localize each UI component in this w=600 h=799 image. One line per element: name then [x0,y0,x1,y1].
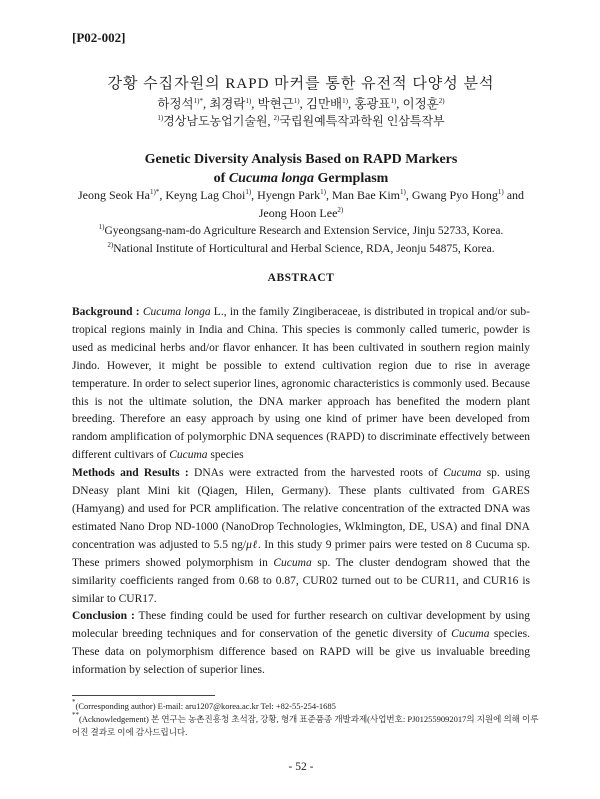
english-title [72,150,530,188]
author-name: Gwang Pyo Hong [411,188,498,202]
author-name: Jeong Hoon Lee [258,206,338,220]
affiliation-line: $^{1)}$Gyeongsang-nam-do Agriculture Research and Extension Service, Jinju 52733, Korea. [98,223,504,237]
author-name: Man Bae Kim [332,188,400,202]
author-affiliation-mark: 1) [390,97,397,105]
author-affiliation-mark: 1) [320,188,326,196]
author-affiliation-mark: 1)* [193,97,203,105]
affiliation-line: $^{2)}$National Institute of Horticultural and Herbal Science, RDA, Jeonju 54875, Korea. [107,241,495,255]
species-name: Cucuma longa [228,171,315,186]
conclusion-paragraph: Conclusion : These finding could be used for further research on cultivar development by using molecular breeding techniques and for conservation of the genetic diversity of Cucuma species. These data on polymorphism difference based on RAPD will be give us invaluable breeding information by selection of superior lines. [72,610,530,677]
affiliation-text: 경상남도농업기술원 [163,114,268,128]
author-name: 홍광표 [354,97,391,111]
english-title-line2: of Cucuma longa Germplasm [213,171,389,186]
korean-title: 강황 수집자원의 RAPD 마커를 통한 유전적 다양성 분석 [107,76,495,92]
author-name: Jeong Seok Ha [77,188,150,202]
footnotes [72,700,542,739]
author-name: 박현근 [257,97,294,111]
poster-code: [P02-002] [72,30,126,45]
korean-affiliations: $^{1)}$경상남도농업기술원, $^{2)}$국립원예특작과학원 인삼특작부 [157,114,445,128]
author-affiliation-mark: 1) [293,97,300,105]
english-title-line1: Genetic Diversity Analysis Based on RAPD Markers [144,152,458,167]
methods-label: Methods and Results : [72,467,189,480]
corresponding-footnote: *(Corresponding author) E-mail: aru1207@korea.ac.kr Tel: +82-55-254-1685 [72,698,336,711]
author-affiliation-mark: 1)* [149,188,160,196]
author-name: 하정석 [157,97,194,111]
author-affiliation-mark: 2) [438,97,445,105]
author-affiliation-mark: 1) [245,188,252,196]
abstract-heading: ABSTRACT [267,272,335,284]
author-name: Hyengn Park [257,188,321,202]
author-name: 최경락 [209,97,246,111]
author-name: Keyng Lag Choi [165,188,246,202]
author-affiliation-mark: 1) [245,97,252,105]
page-number: - 52 - [288,761,314,773]
conclusion-label: Conclusion : [72,610,135,623]
author-name: 김만배 [305,97,343,111]
author-affiliation-mark: 1) [400,188,406,196]
background-paragraph: Background : Cucuma longa L., in the family Zingiberaceae, is distributed in tropical and/or sub-tropical regions mainly in India and China. This species is commonly called tumeric, powder is used as medicinal herbs and/or flavor enhancer. It has been cultivated in southern region mainly Jindo. However, it might be possible to extend cultivation region due to rise in average temperature. In order to select superior lines, agronomic characteristics is commonly used. Because this is not the ultimate solution, the DNA marker approach has benefited the modern plant breeding. Therefore an easy approach by using one kind of primer have been developed from random amplification of polymorphic DNA sequences (RAPD) to discriminate effectively between different cultivars of Cucuma species [72,306,531,462]
affiliation-text: 국립원예특작과학원 인삼특작부 [279,114,445,128]
background-label: Background : [72,306,140,318]
author-name: 이정훈 [402,97,439,111]
abstract-body [72,304,530,680]
english-authors: Jeong Seok $Ha^{1)*}$, Keyng Lag Choi$^{1)}$, Hyengn Park$^{1)}$, Man Bae Kim$^{1)}$, Gwang Pyo Hong$^{1)}$ and Jeong Hoon Lee$^{2)}$ [77,188,525,220]
author-affiliation-mark: 2) [337,206,344,214]
author-affiliation-mark: 1) [342,97,348,105]
author-affiliation-mark: 1) [497,188,504,196]
korean-authors: 하정석$^{1)*}$, 최경락$^{1)}$, 박현근$^{1)}$, 김만배$^{1)}$, 홍광표$^{1)}$, 이정훈$^{2)}$ [157,97,445,111]
english-affiliations [72,222,530,258]
acknowledgement-footnote: **(Acknowledgement) 본 연구는 농촌진흥청 초석잠, 강황, 형개 표준품종 개발과제(사업번호: PJ012559092017의 지원에 의해 이루어진 결과로 이에 감사드립니다. [72,711,539,737]
methods-paragraph: Methods and Results : DNAs were extracted from the harvested roots of Cucuma sp. using DNeasy plant Mini kit (Qiagen, Hilen, Germany). These plants cultivated from GARES (Hamyang) and used for PCR amplification. The relative concentration of the extracted DNA was estimated Nano Drop ND-1000 (NanoDrop Technologies, Wklmington, DE, USA) and final DNA concentration was adjusted to 5.5 ng/μℓ. In this study 9 primer pairs were tested on 8 Cucuma sp. These primers showed polymorphism in Cucuma sp. The cluster dendogram showed that the similarity coefficients ranged from 0.68 to 0.87, CUR02 turned out to be CUR11, and CUR16 is similar to CUR17. [72,467,531,605]
footnote-divider [72,695,215,696]
